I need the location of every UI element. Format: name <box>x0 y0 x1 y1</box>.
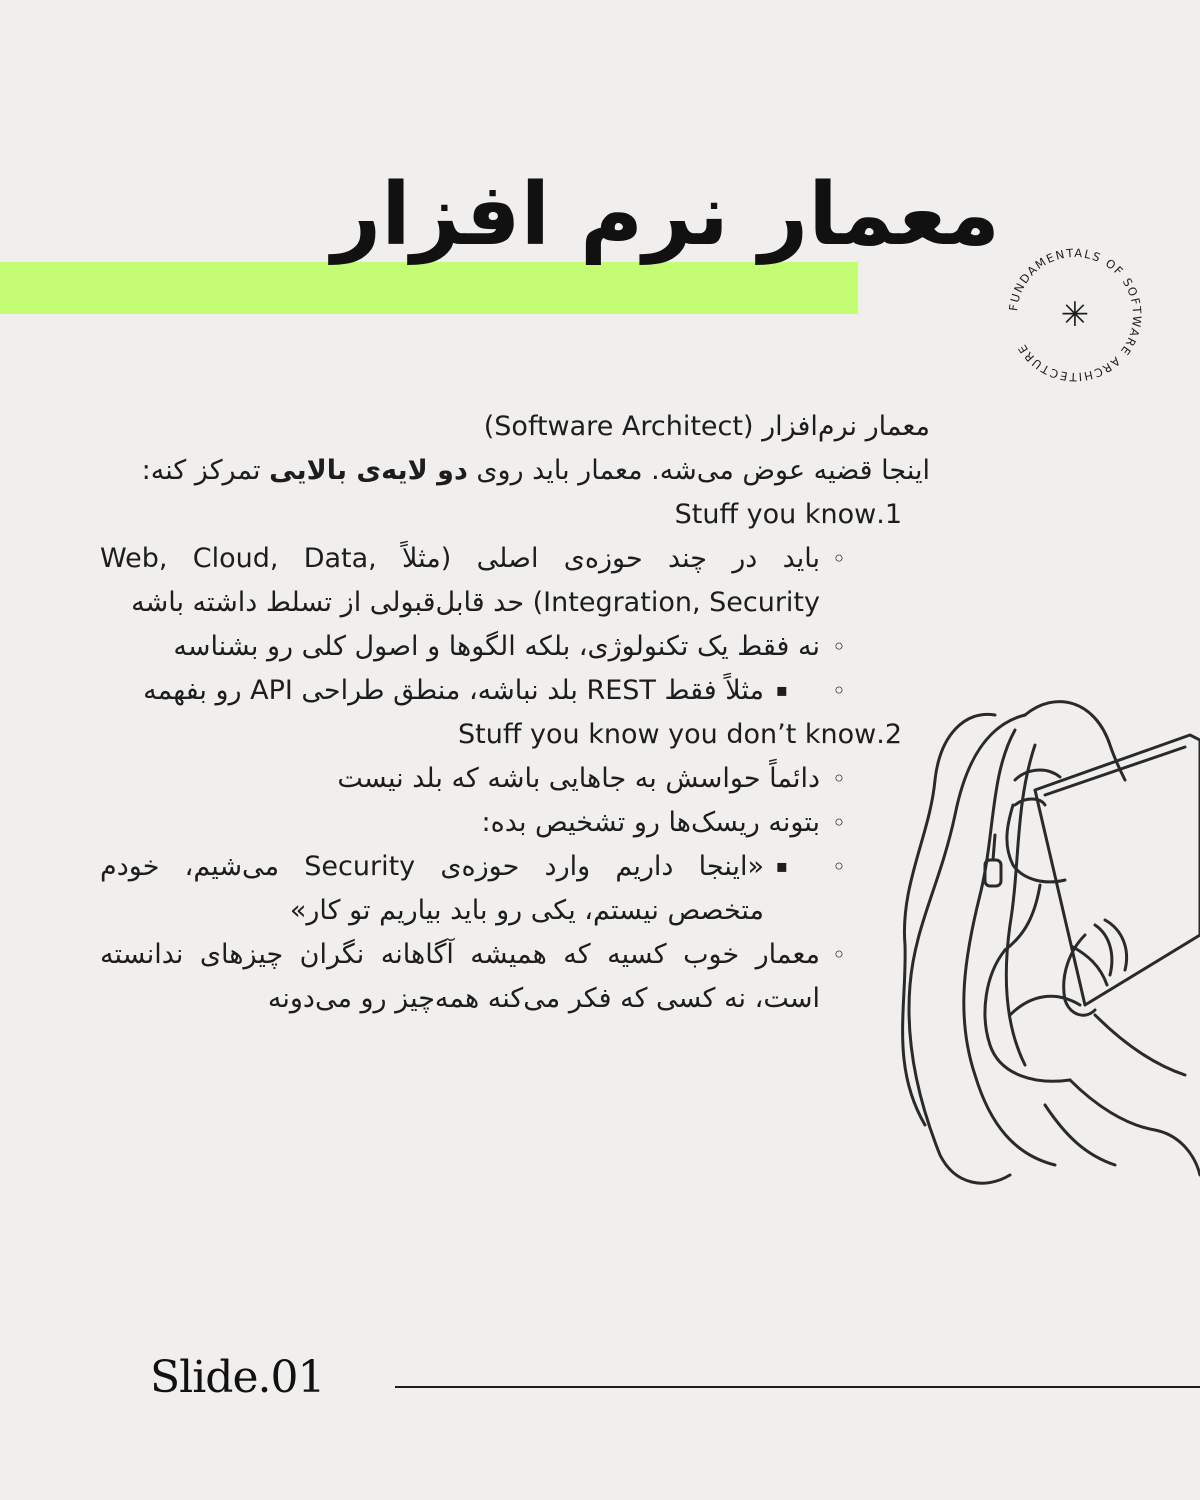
list-item: ◦ دائماً حواسش به جاهایی باشه که بلد نیست <box>100 757 820 801</box>
sub-list-wrapper <box>100 669 820 713</box>
badge-ring-text: FUNDAMENTALS OF SOFTWARE ARCHITECTURE <box>1006 245 1145 385</box>
intro-line-1: معمار نرم‌افزار (Software Architect) <box>483 411 930 442</box>
slide-label: Slide.01 <box>150 1352 325 1403</box>
section-1-title: 1.Stuff you know <box>674 499 902 530</box>
section-2 <box>100 713 930 1021</box>
sub-list-wrapper <box>100 845 820 933</box>
sub-list-item: ▪ ◦ «اینجا داریم وارد حوزه‌ی Security می‌شیم، خودم متخصص نیستم، یکی رو باید بیاریم تو کار» <box>100 845 764 933</box>
list-item: ◦ نه فقط یک تکنولوژی، بلکه الگوها و اصول کلی رو بشناسه <box>100 625 820 669</box>
main-content <box>100 405 930 1021</box>
intro-line-2: اینجا قضیه عوض می‌شه. معمار باید روی دو لایه‌ی بالایی تمرکز کنه: <box>141 455 930 486</box>
section-2-title: 2.Stuff you know you don’t know <box>458 719 902 750</box>
fundamentals-badge <box>990 230 1160 400</box>
list-item: ◦ معمار خوب کسیه که همیشه آگاهانه نگران چیزهای ندانسته است، نه کسی که فکر می‌کنه همه‌چیز رو می‌دونه <box>100 933 820 1021</box>
asterisk-icon: ✳ <box>1060 295 1090 335</box>
list-item: ◦ بتونه ریسک‌ها رو تشخیص بده: <box>100 801 820 845</box>
sub-list-item: ▪ ◦ مثلاً فقط REST بلد نباشه، منطق طراحی API رو بفهمه <box>100 669 764 713</box>
intro-emphasis: دو لایه‌ی بالایی <box>269 455 468 486</box>
section-1 <box>100 493 930 713</box>
footer-divider <box>395 1386 1200 1388</box>
list-item: ◦ باید در چند حوزه‌ی اصلی (مثلاً Web, Cloud, Data, Integration, Security) حد قابل‌قبولی از تسلط داشته باشه <box>100 537 820 625</box>
page-title: معمار نرم افزار <box>331 165 1000 265</box>
woman-reading-illustration <box>895 685 1200 1195</box>
